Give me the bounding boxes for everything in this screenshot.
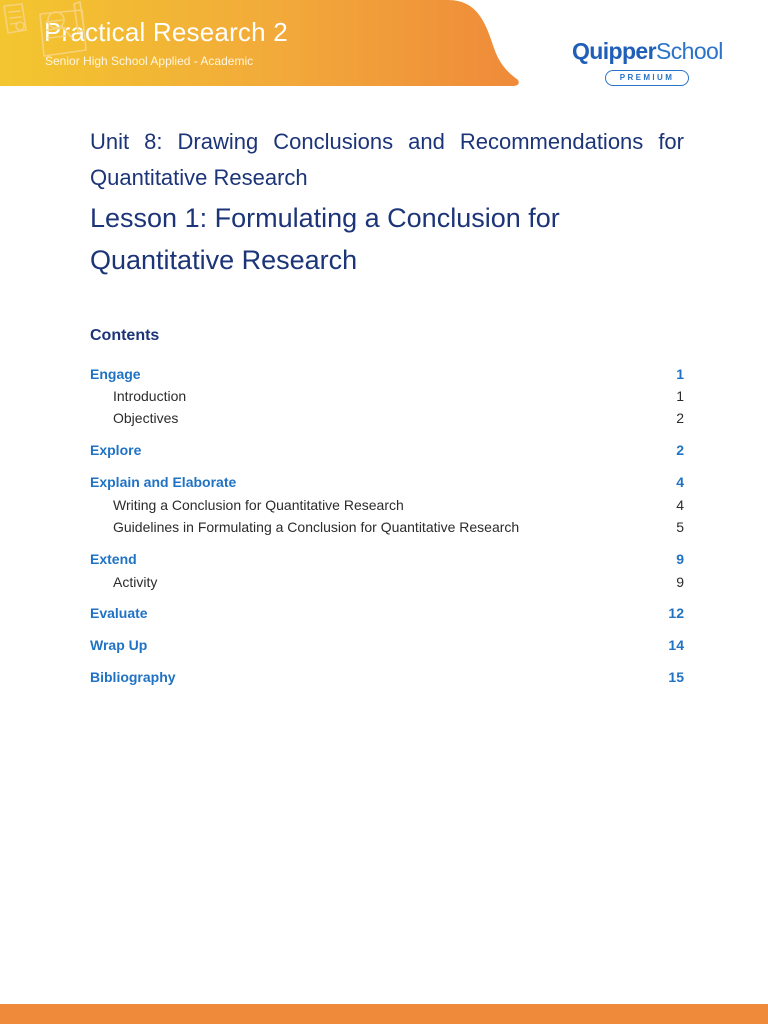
toc-entry-page: 2 [676, 442, 684, 458]
logo-brand-bold: Quipper [572, 38, 656, 64]
research-documents-icon [0, 0, 92, 62]
lesson-title: Lesson 1: Formulating a Conclusion for Quantitative Research [90, 203, 560, 275]
toc-entry-page: 9 [676, 574, 684, 590]
course-title: Practical Research 2 [44, 17, 288, 47]
toc-entry-writing-a-conclusion[interactable] [90, 495, 684, 515]
toc-entry-label: Extend [90, 551, 137, 567]
toc-entry-page: 4 [676, 497, 684, 513]
toc-entry-page: 1 [676, 388, 684, 404]
logo-brand-regular: School [655, 38, 723, 64]
toc-entry-wrap-up[interactable] [90, 635, 684, 655]
toc-entry-label: Objectives [113, 410, 179, 426]
toc-entry-label: Writing a Conclusion for Quantitative Research [113, 497, 404, 513]
toc-entry-page: 12 [668, 605, 684, 621]
toc-entry-label: Wrap Up [90, 637, 148, 653]
toc-entry-label: Activity [113, 574, 158, 590]
logo-wordmark [572, 38, 723, 65]
toc-entry-activity[interactable] [90, 572, 684, 592]
toc-entry-bibliography[interactable] [90, 667, 684, 687]
toc-entry-objectives[interactable] [90, 408, 684, 428]
header-banner [0, 0, 520, 86]
toc-entry-label: Guidelines in Formulating a Conclusion for Quantitative Research [113, 519, 520, 535]
toc-entry-explore[interactable] [90, 440, 684, 460]
quipper-school-logo [572, 38, 722, 88]
footer-bar [0, 1004, 768, 1024]
toc-entry-guidelines[interactable] [90, 517, 684, 537]
toc-entry-introduction[interactable] [90, 386, 684, 406]
toc-entry-label: Evaluate [90, 605, 148, 621]
toc-entry-label: Explain and Elaborate [90, 474, 237, 490]
contents-heading: Contents [90, 327, 160, 344]
toc-entry-page: 5 [676, 519, 684, 535]
toc-entry-page: 9 [676, 551, 684, 567]
toc-entry-extend[interactable] [90, 549, 684, 569]
toc-entry-page: 2 [676, 410, 684, 426]
toc-entry-page: 14 [668, 637, 684, 653]
toc-entry-label: Bibliography [90, 669, 176, 685]
unit-title: Unit 8: Drawing Conclusions and Recommendations for Quantitative Research [90, 129, 684, 190]
toc-entry-explain-and-elaborate[interactable] [90, 472, 684, 492]
toc-entry-page: 1 [676, 366, 684, 382]
toc-entry-label: Explore [90, 442, 142, 458]
toc-entry-page: 4 [676, 474, 684, 490]
toc-entry-label: Engage [90, 366, 141, 382]
toc-entry-evaluate[interactable] [90, 603, 684, 623]
toc-entry-label: Introduction [113, 388, 187, 404]
toc-entry-page: 15 [668, 669, 684, 685]
course-subtitle: Senior High School Applied - Academic [45, 54, 254, 68]
premium-badge: PREMIUM [605, 70, 689, 86]
toc-entry-engage[interactable] [90, 364, 684, 384]
